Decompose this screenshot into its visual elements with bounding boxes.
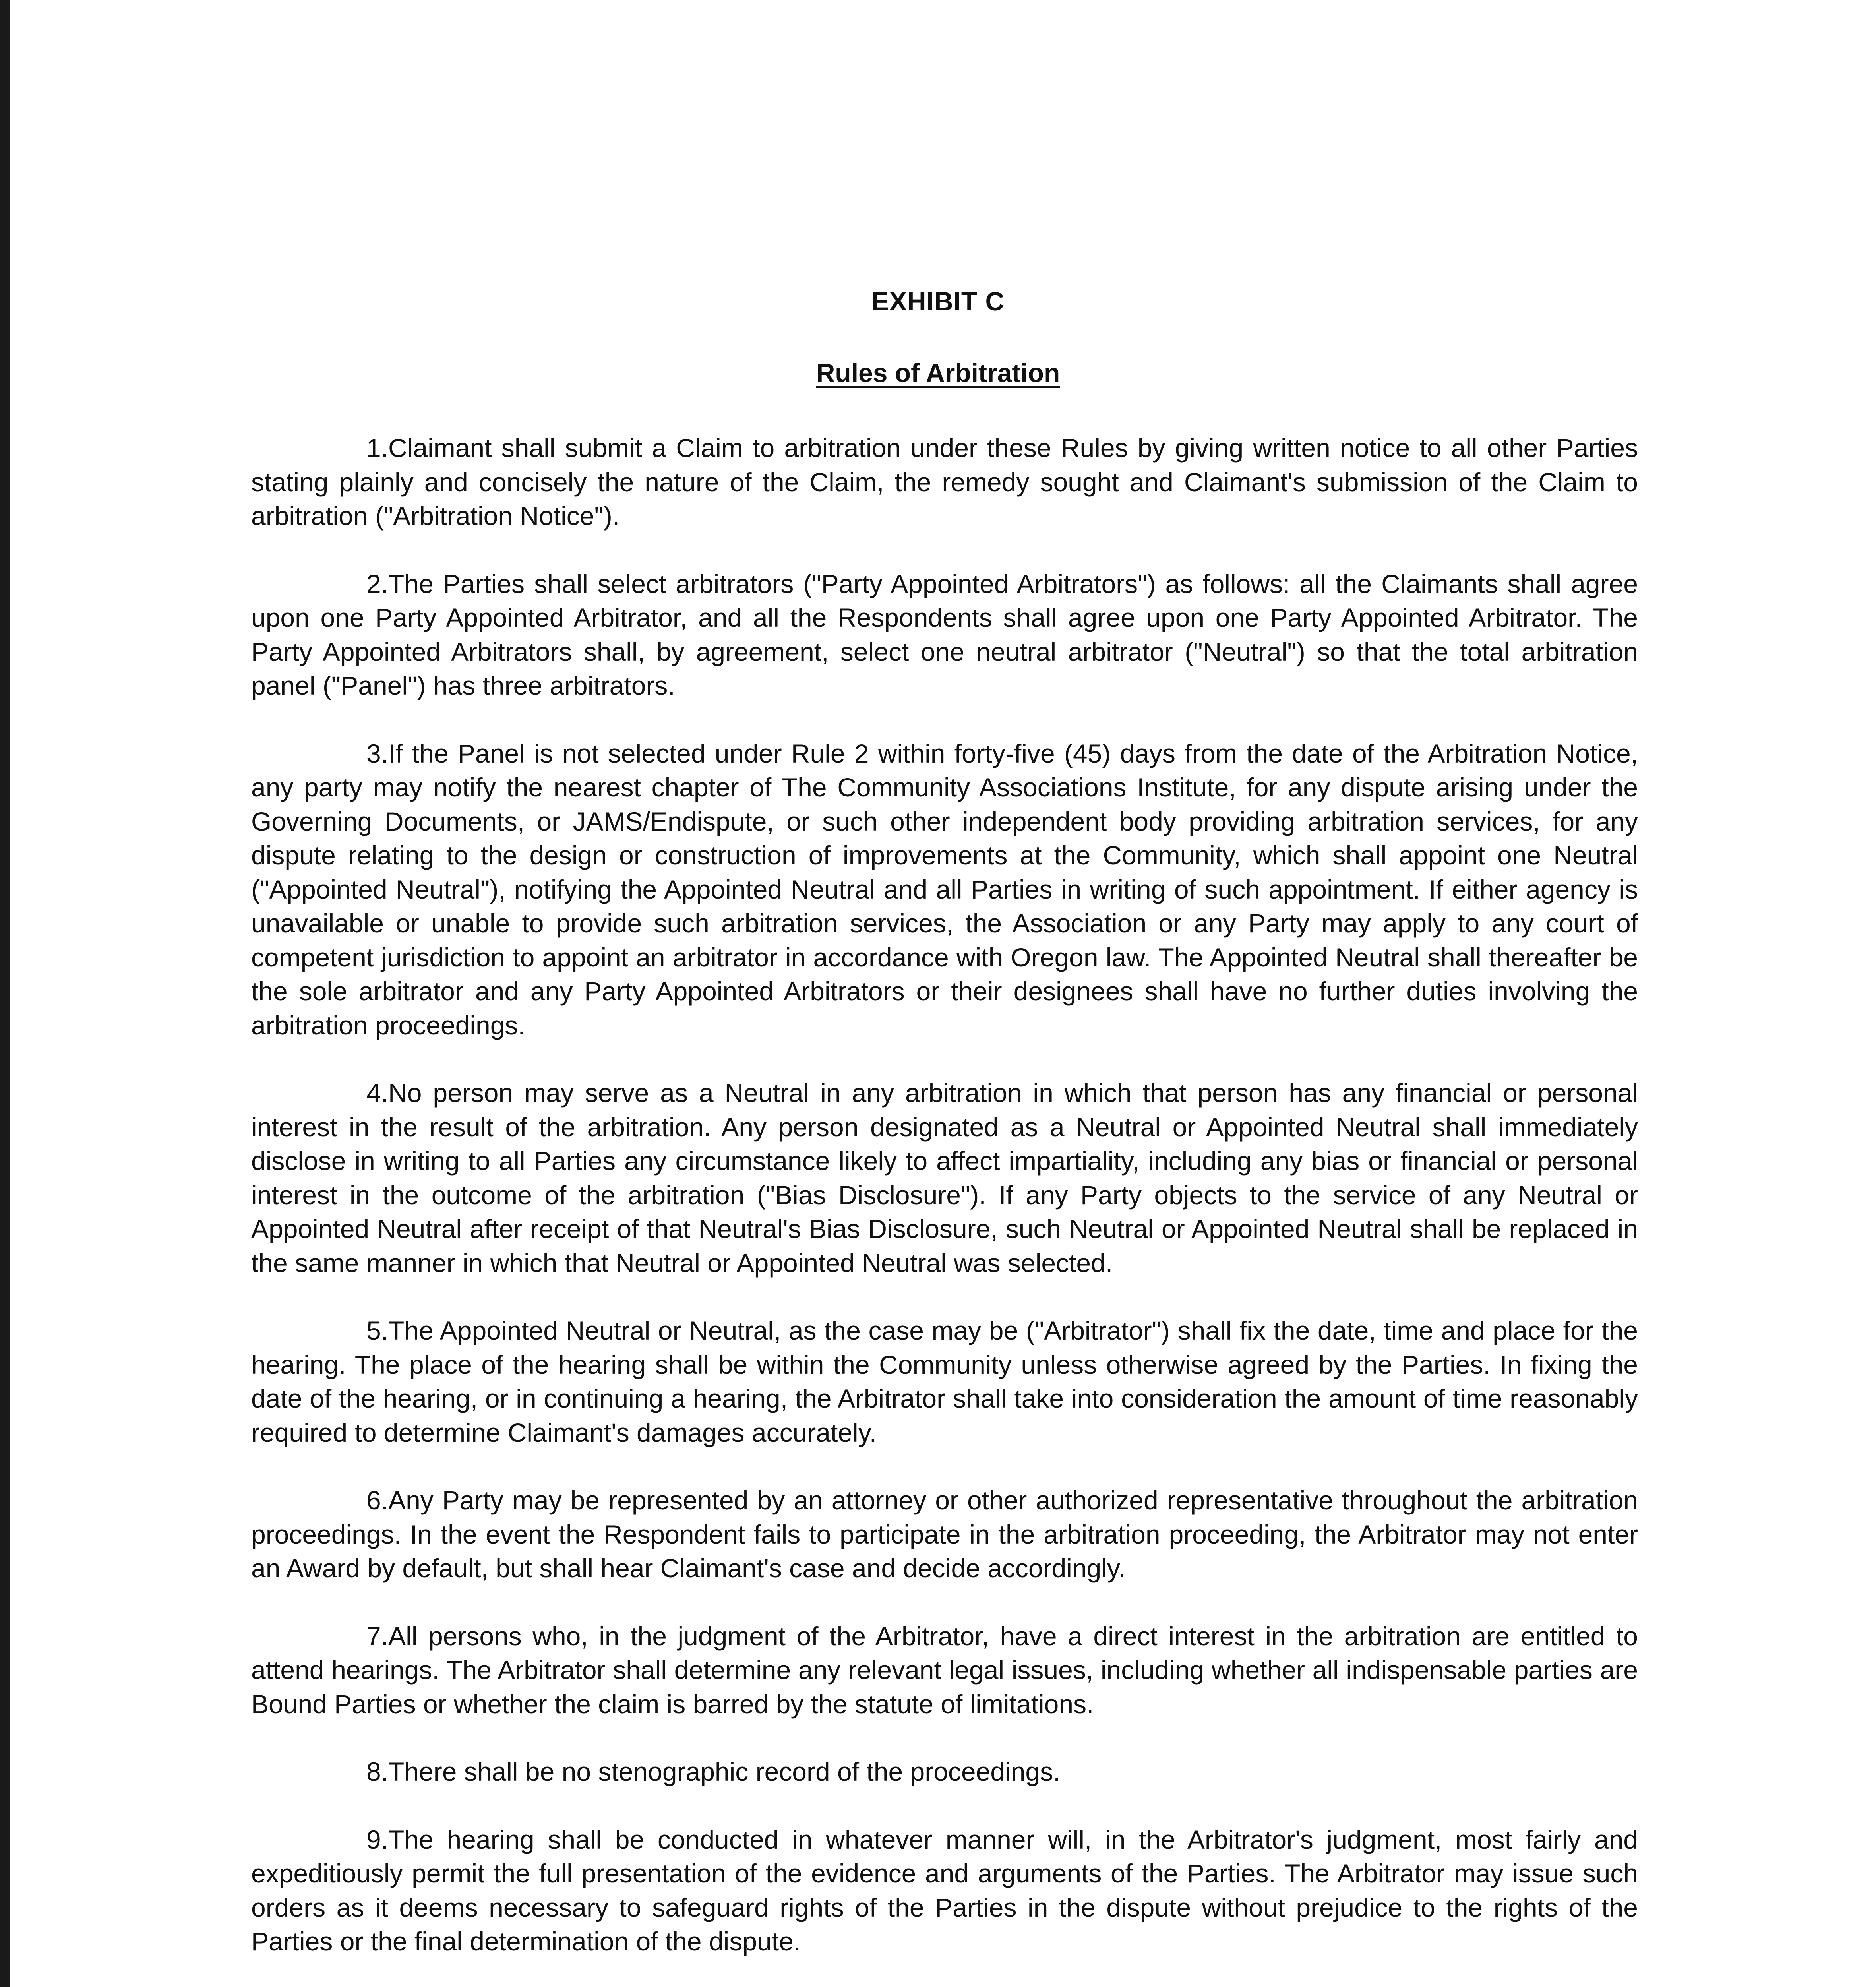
rule-number: 8. bbox=[366, 1757, 389, 1786]
rule-text: The hearing shall be conducted in whatever manner will, in the Arbitrator's judgment, most fairly and expeditiously permit the full presentation of the evidence and arguments of the Parties. The Arbitrator may issue such orders as it deems necessary to safeguard rights of the Parties in the dispute without prejudice to the rights of the Parties or the final determination of the dispute. bbox=[251, 1824, 1638, 1956]
rule-number: 6. bbox=[366, 1485, 389, 1515]
rule-8 bbox=[251, 1755, 1638, 1789]
rule-number: 9. bbox=[366, 1824, 389, 1854]
rule-4 bbox=[251, 1076, 1638, 1280]
rule-text: Claimant shall submit a Claim to arbitration under these Rules by giving written notice to all other Parties stating plainly and concisely the nature of the Claim, the remedy sought and Claimant's submission of the Claim to arbitration ("Arbitration Notice"). bbox=[251, 433, 1638, 531]
rule-6 bbox=[251, 1483, 1638, 1586]
rule-9 bbox=[251, 1823, 1638, 1959]
rule-text: All persons who, in the judgment of the Arbitrator, have a direct interest in the arbitration are entitled to attend hearings. The Arbitrator shall determine any relevant legal issues, including whether all indispensable parties are Bound Parties or whether the claim is barred by the statute of limitations. bbox=[251, 1621, 1638, 1719]
rule-number: 2. bbox=[366, 569, 389, 598]
rule-number: 4. bbox=[366, 1078, 389, 1108]
rule-text: No person may serve as a Neutral in any arbitration in which that person has any financial or personal interest in the result of the arbitration. Any person designated as a Neutral or Appointed Neutral shall immediately disclose in writing to all Parties any circumstance likely to affect impartiality, including any bias or financial or personal interest in the outcome of the arbitration ("Bias Disclosure"). If any Party objects to the service of any Neutral or Appointed Neutral after receipt of that Neutral's Bias Disclosure, such Neutral or Appointed Neutral shall be replaced in the same manner in which that Neutral or Appointed Neutral was selected. bbox=[251, 1078, 1638, 1278]
rule-number: 3. bbox=[366, 738, 389, 768]
rules-title: Rules of Arbitration bbox=[816, 358, 1060, 387]
rule-7 bbox=[251, 1619, 1638, 1722]
rule-text: The Parties shall select arbitrators ("Party Appointed Arbitrators") as follows: all the Claimants shall agree upon one Party Appointed Arbitrator, and all the Respondents shall agree upon one Party Appointed Arbitrator. The Party Appointed Arbitrators shall, by agreement, select one neutral arbitrator ("Neutral") so that the total arbitration panel ("Panel") has three arbitrators. bbox=[251, 569, 1638, 700]
rule-3 bbox=[251, 737, 1638, 1043]
rule-number: 7. bbox=[366, 1621, 389, 1651]
rule-1 bbox=[251, 431, 1638, 533]
rule-number: 5. bbox=[366, 1316, 389, 1345]
rule-text: If the Panel is not selected under Rule 2 within forty-five (45) days from the date of the Arbitration Notice, any party may notify the nearest chapter of The Community Associations Institute, for any dispute arising under the Governing Documents, or JAMS/Endispute, or such other independent body providing arbitration services, for any dispute relating to the design or construction of improvements at the Community, which shall appoint one Neutral ("Appointed Neutral"), notifying the Appointed Neutral and all Parties in writing of such appointment. If either agency is unavailable or unable to provide such arbitration services, the Association or any Party may apply to any court of competent jurisdiction to appoint an arbitrator in accordance with Oregon law. The Appointed Neutral shall thereafter be the sole arbitrator and any Party Appointed Arbitrators or their designees shall have no further duties involving the arbitration proceedings. bbox=[251, 738, 1638, 1040]
rule-text: The Appointed Neutral or Neutral, as the case may be ("Arbitrator") shall fix the date, time and place for the hearing. The place of the hearing shall be within the Community unless otherwise agreed by the Parties. In fixing the date of the hearing, or in continuing a hearing, the Arbitrator shall take into consideration the amount of time reasonably required to determine Claimant's damages accurately. bbox=[251, 1316, 1638, 1447]
rule-2 bbox=[251, 567, 1638, 703]
rule-text: Any Party may be represented by an attorney or other authorized representative throughout the arbitration proceedings. In the event the Respondent fails to participate in the arbitration proceeding, the Arbitrator may not enter an Award by default, but shall hear Claimant's case and decide accordingly. bbox=[251, 1485, 1638, 1583]
rules-body bbox=[251, 431, 1638, 1987]
exhibit-heading: EXHIBIT C bbox=[871, 287, 1005, 316]
rule-number: 1. bbox=[366, 433, 389, 463]
rule-5 bbox=[251, 1314, 1638, 1450]
rule-text: There shall be no stenographic record of the proceedings. bbox=[388, 1757, 1061, 1786]
